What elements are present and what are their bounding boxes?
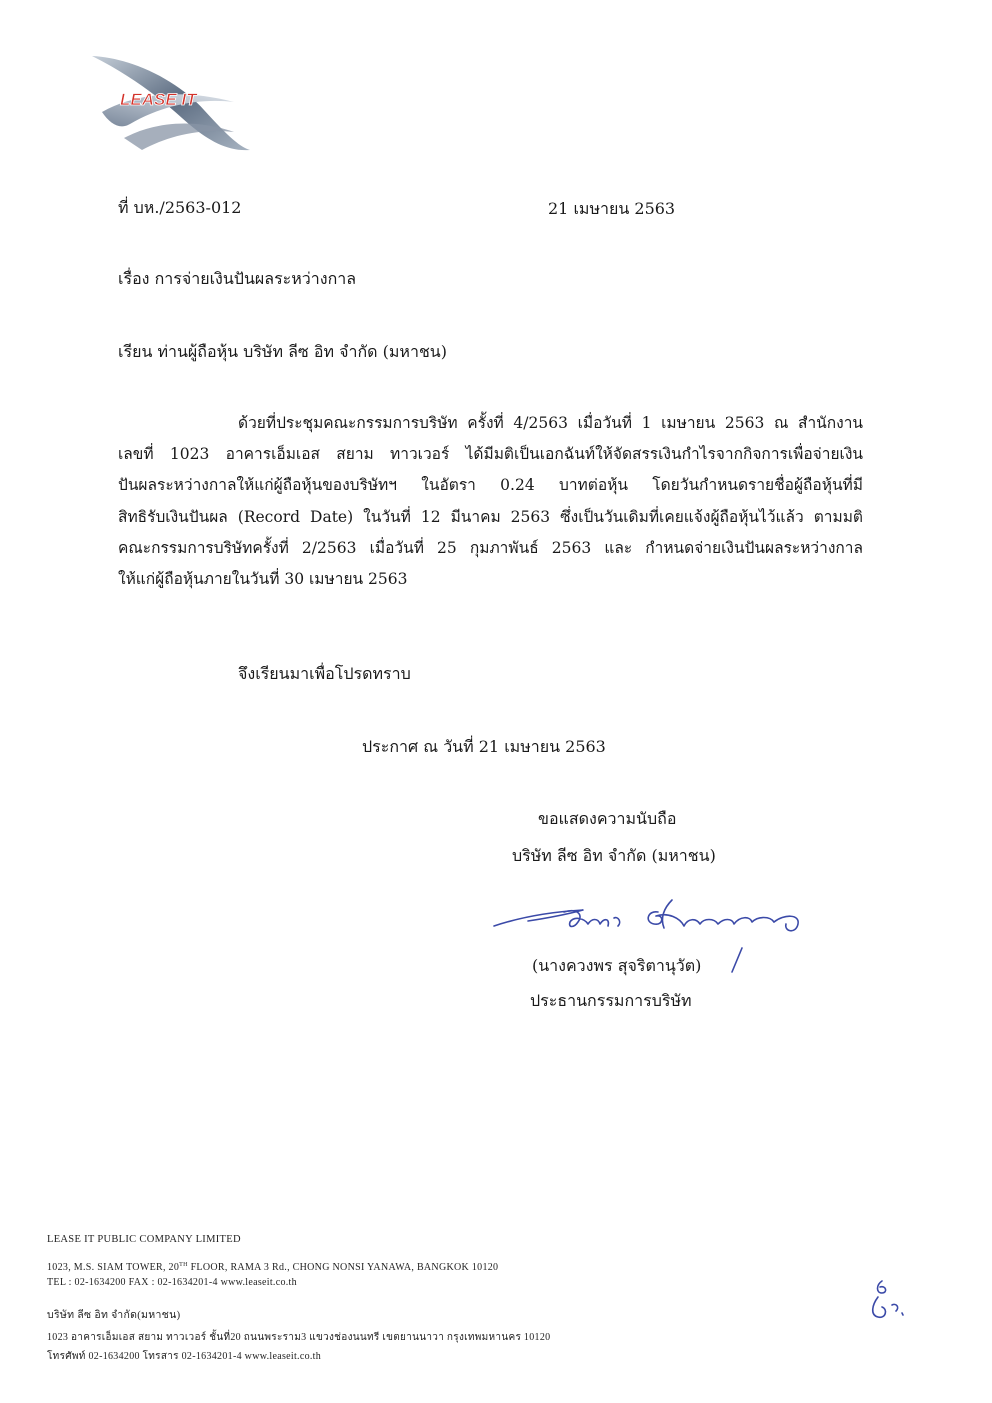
subject-line: เรื่อง การจ่ายเงินปันผลระหว่างกาล bbox=[118, 269, 357, 288]
body-line: ให้แก่ผู้ถือหุ้นภายในวันที่ 30 เมษายน 2563 bbox=[118, 570, 408, 589]
body-line: ปันผลระหว่างกาลให้แก่ผู้ถือหุ้นของบริษัทฯ ในอัตรา 0.24 บาทต่อหุ้น โดยวันกำหนดรายชื่อผู้ถือหุ้นที่มี bbox=[118, 476, 863, 495]
footer-contact-en: TEL : 02-1634200 FAX : 02-1634201-4 www.leaseit.co.th bbox=[47, 1277, 297, 1288]
regards-line: ขอแสดงความนับถือ bbox=[538, 809, 677, 828]
body-line: ด้วยที่ประชุมคณะกรรมการบริษัท ครั้งที่ 4/2563 เมื่อวันที่ 1 เมษายน 2563 ณ สำนักงาน bbox=[238, 414, 863, 432]
signer-title: ประธานกรรมการบริษัท bbox=[530, 991, 692, 1010]
footer-address-th: 1023 อาคารเอ็มเอส สยาม ทาวเวอร์ ชั้นที่20 ถนนพระราม3 แขวงช่องนนทรี เขตยานนาวา กรุงเทพมหานคร 10120 bbox=[47, 1332, 551, 1343]
body-line: คณะกรรมการบริษัทครั้งที่ 2/2563 เมื่อวันที่ 25 กุมภาพันธ์ 2563 และ กำหนดจ่ายเงินปันผลระหว่างกาล bbox=[118, 538, 863, 557]
announcement-date: ประกาศ ณ วันที่ 21 เมษายน 2563 bbox=[362, 737, 606, 756]
footer-address-en-part: 1023, M.S. SIAM TOWER, 20 bbox=[47, 1262, 180, 1273]
body-line: สิทธิรับเงินปันผล (Record Date) ในวันที่ 12 มีนาคม 2563 ซึ่งเป็นวันเดิมที่เคยแจ้งผู้ถือหุ้นไว้แล้ว ตามมติ bbox=[118, 507, 863, 526]
closing-line: จึงเรียนมาเพื่อโปรดทราบ bbox=[238, 664, 411, 683]
signer-name: (นางควงพร สุจริตานุวัต) bbox=[532, 956, 702, 975]
footer-address-en-part: FLOOR, RAMA 3 Rd., CHONG NONSI YANAWA, BANGKOK 10120 bbox=[187, 1262, 499, 1273]
logo-text: LEASE IT bbox=[120, 90, 197, 109]
footer-company-name-th: บริษัท ลีซ อิท จำกัด(มหาชน) bbox=[47, 1310, 181, 1321]
floor-superscript: TH bbox=[179, 1262, 188, 1268]
footer-company-name-en: LEASE IT PUBLIC COMPANY LIMITED bbox=[47, 1234, 241, 1245]
letter-date: 21 เมษายน 2563 bbox=[548, 199, 676, 218]
company-name: บริษัท ลีซ อิท จำกัด (มหาชน) bbox=[512, 846, 716, 865]
salutation: เรียน ท่านผู้ถือหุ้น บริษัท ลีซ อิท จำกัด (มหาชน) bbox=[118, 342, 447, 361]
reference-number: ที่ บห./2563-012 bbox=[118, 198, 242, 217]
body-line: เลขที่ 1023 อาคารเอ็มเอส สยาม ทาวเวอร์ ได้มีมติเป็นเอกฉันท์ให้จัดสรรเงินกำไรจากกิจการเพื่อจ่ายเงิน bbox=[118, 445, 863, 464]
handwritten-initial bbox=[862, 1275, 912, 1325]
company-logo bbox=[84, 52, 254, 156]
footer-contact-th: โทรศัพท์ 02-1634200 โทรสาร 02-1634201-4 www.leaseit.co.th bbox=[47, 1351, 322, 1362]
body-paragraph bbox=[118, 408, 863, 595]
footer-address-en bbox=[47, 1259, 498, 1274]
